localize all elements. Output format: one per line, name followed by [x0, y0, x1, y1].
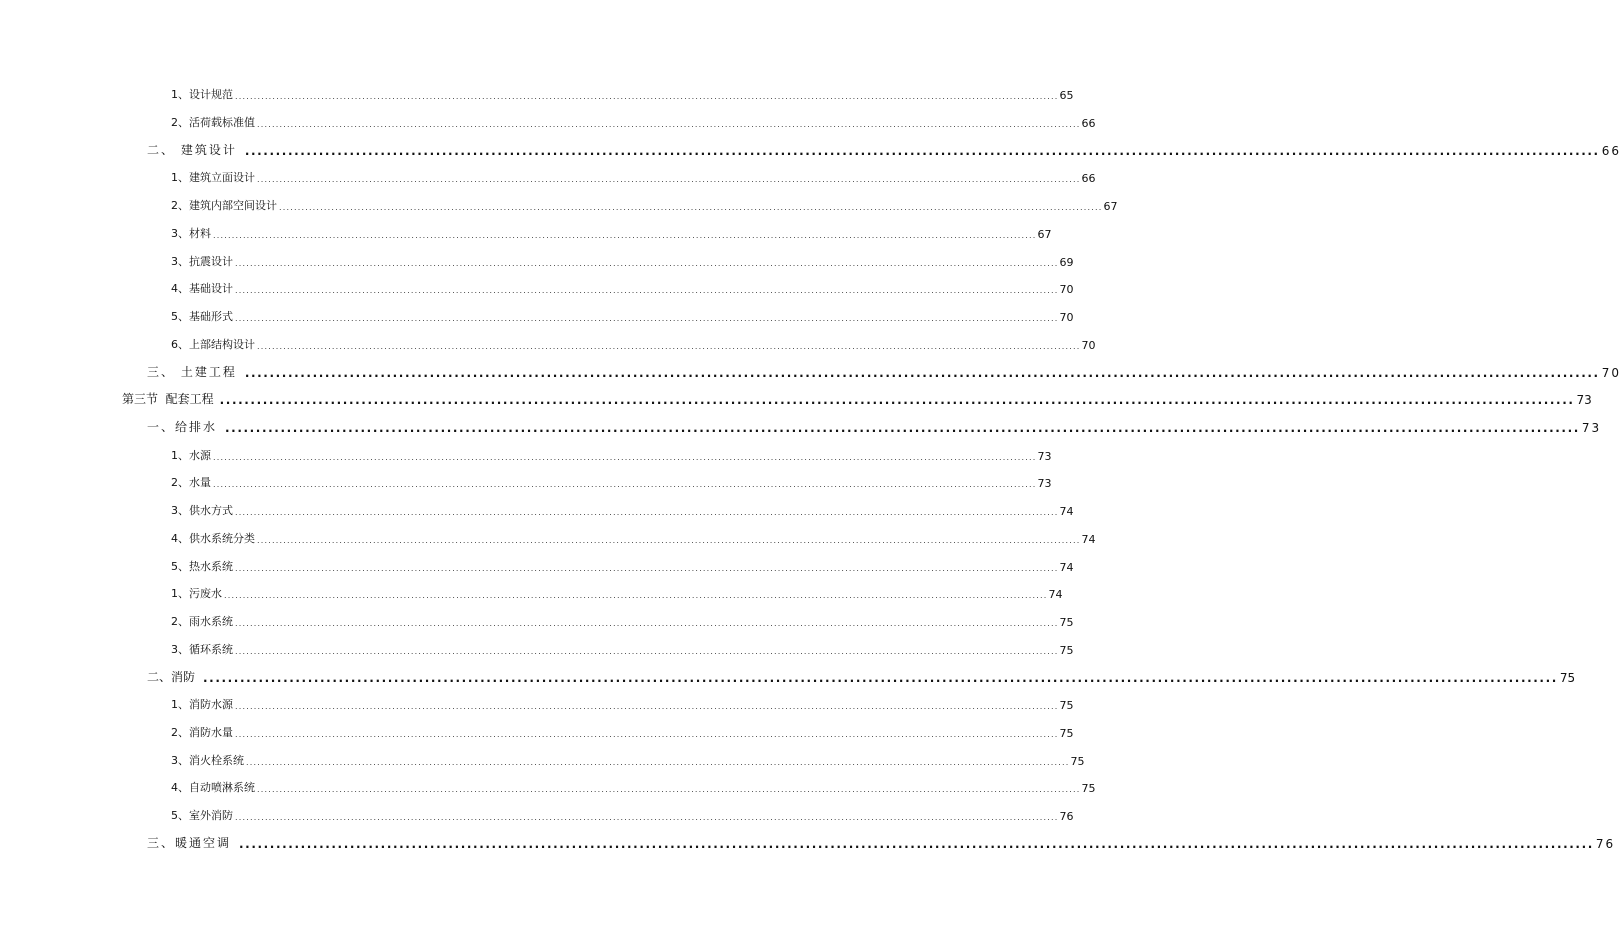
toc-page-number: 76 [1595, 837, 1616, 851]
toc-entry-label: 2、建筑内部空间设计 [171, 199, 277, 212]
toc-page-number: 73 [1581, 421, 1602, 435]
toc-entry-label: 1、污废水 [171, 587, 222, 600]
toc-leader: ............................................................................................................................................................................................................................ [219, 393, 1575, 407]
toc-entry[interactable] [171, 86, 1074, 102]
toc-entry[interactable] [171, 169, 1096, 185]
toc-entry-label: 二、消防 [147, 670, 196, 684]
toc-page-number: 75 [1059, 644, 1074, 657]
toc-entry[interactable] [147, 669, 1576, 685]
toc-leader: ............................................................................................................................................................................................................................ [235, 647, 1059, 656]
toc-entry[interactable] [171, 530, 1096, 546]
toc-leader: ............................................................................................................................................................................................................................ [213, 480, 1037, 489]
toc-leader: ............................................................................................................................................................................................................................ [235, 508, 1059, 517]
toc-page-number: 73 [1576, 393, 1592, 407]
toc-page-number: 70 [1059, 283, 1074, 296]
toc-page-number: 74 [1059, 561, 1074, 574]
toc-leader: ............................................................................................................................................................................................................................ [257, 342, 1081, 351]
toc-entry[interactable] [171, 613, 1074, 629]
toc-entry-label: 1、消防水源 [171, 698, 233, 711]
toc-leader: ............................................................................................................................................................................................................................ [235, 564, 1059, 573]
toc-page-number: 75 [1059, 616, 1074, 629]
toc-leader: ............................................................................................................................................................................................................................ [239, 837, 1594, 851]
toc-page-number: 66 [1601, 144, 1621, 158]
toc-leader: ............................................................................................................................................................................................................................ [244, 144, 1600, 158]
toc-entry-label: 3、供水方式 [171, 504, 233, 517]
toc-leader: ............................................................................................................................................................................................................................ [235, 259, 1059, 268]
toc-page-number: 75 [1559, 671, 1576, 685]
toc-page-number: 73 [1037, 450, 1052, 463]
toc-leader: ............................................................................................................................................................................................................................ [235, 730, 1059, 739]
toc-entry[interactable] [171, 585, 1063, 601]
toc-entry-label: 一、给排水 [147, 420, 218, 434]
toc-entry[interactable] [171, 308, 1074, 324]
toc-page-number: 75 [1070, 755, 1085, 768]
toc-entry[interactable] [171, 502, 1074, 518]
toc-entry-label: 三、暖通空调 [147, 836, 232, 850]
toc-entry[interactable] [122, 391, 1592, 407]
toc-entry[interactable] [171, 779, 1096, 795]
toc-page-number: 75 [1059, 727, 1074, 740]
toc-entry[interactable] [171, 724, 1074, 740]
toc-page-number: 65 [1059, 89, 1074, 102]
toc-entry-label: 1、设计规范 [171, 88, 233, 101]
toc-page-number: 67 [1103, 200, 1118, 213]
toc-entry[interactable] [171, 253, 1074, 269]
toc-entry[interactable] [147, 419, 1602, 435]
toc-page-number: 67 [1037, 228, 1052, 241]
toc-leader: ............................................................................................................................................................................................................................ [257, 536, 1081, 545]
toc-leader: ............................................................................................................................................................................................................................ [246, 758, 1070, 767]
toc-entry[interactable] [171, 807, 1074, 823]
toc-entry-label: 3、消火栓系统 [171, 754, 244, 767]
toc-entry[interactable] [147, 835, 1616, 851]
toc-entry-label: 5、热水系统 [171, 560, 233, 573]
toc-entry-label: 第三节 配套工程 [122, 392, 214, 406]
toc-entry-label: 3、材料 [171, 227, 211, 240]
toc-entry[interactable] [171, 280, 1074, 296]
toc-page-number: 75 [1059, 699, 1074, 712]
toc-leader: ............................................................................................................................................................................................................................ [224, 591, 1048, 600]
toc-entry-label: 二、 建筑设计 [147, 143, 237, 157]
toc-entry-label: 2、活荷载标准值 [171, 116, 255, 129]
toc-page-number: 70 [1081, 339, 1096, 352]
toc-leader: ............................................................................................................................................................................................................................ [213, 453, 1037, 462]
toc-entry[interactable] [147, 142, 1621, 158]
toc-leader: ............................................................................................................................................................................................................................ [203, 671, 1558, 685]
toc-entry[interactable] [171, 641, 1074, 657]
toc-entry[interactable] [171, 696, 1074, 712]
toc-entry[interactable] [171, 197, 1118, 213]
toc-entry-label: 3、循环系统 [171, 643, 233, 656]
toc-leader: ............................................................................................................................................................................................................................ [257, 785, 1081, 794]
toc-page-number: 66 [1081, 117, 1096, 130]
toc-page-number: 76 [1059, 810, 1074, 823]
toc-leader: ............................................................................................................................................................................................................................ [244, 366, 1600, 380]
toc-page-number: 66 [1081, 172, 1096, 185]
toc-leader: ............................................................................................................................................................................................................................ [257, 120, 1081, 129]
toc-leader: ............................................................................................................................................................................................................................ [235, 286, 1059, 295]
toc-leader: ............................................................................................................................................................................................................................ [235, 314, 1059, 323]
toc-page-number: 70 [1059, 311, 1074, 324]
toc-entry[interactable] [171, 336, 1096, 352]
toc-entry-label: 5、基础形式 [171, 310, 233, 323]
toc-entry-label: 2、水量 [171, 476, 211, 489]
toc-entry-label: 2、雨水系统 [171, 615, 233, 628]
toc-entry-label: 3、抗震设计 [171, 255, 233, 268]
toc-page-number: 74 [1081, 533, 1096, 546]
toc-entry[interactable] [171, 447, 1052, 463]
toc-page-number: 74 [1048, 588, 1063, 601]
toc-entry-label: 三、 土建工程 [147, 365, 237, 379]
toc-entry-label: 1、建筑立面设计 [171, 171, 255, 184]
toc-entry-label: 1、水源 [171, 449, 211, 462]
toc-leader: ............................................................................................................................................................................................................................ [235, 813, 1059, 822]
toc-entry-label: 4、供水系统分类 [171, 532, 255, 545]
toc-page-number: 69 [1059, 256, 1074, 269]
toc-entry[interactable] [171, 558, 1074, 574]
toc-leader: ............................................................................................................................................................................................................................ [257, 175, 1081, 184]
toc-page-number: 73 [1037, 477, 1052, 490]
toc-entry-label: 4、基础设计 [171, 282, 233, 295]
toc-entry-label: 2、消防水量 [171, 726, 233, 739]
toc-leader: ............................................................................................................................................................................................................................ [235, 92, 1059, 101]
toc-entry-label: 6、上部结构设计 [171, 338, 255, 351]
toc-leader: ............................................................................................................................................................................................................................ [225, 421, 1580, 435]
toc-page-number: 70 [1601, 366, 1621, 380]
toc-entry[interactable] [171, 474, 1052, 490]
toc-page-number: 74 [1059, 505, 1074, 518]
toc-entry[interactable] [147, 364, 1621, 380]
toc-entry-label: 5、室外消防 [171, 809, 233, 822]
toc-page-number: 75 [1081, 782, 1096, 795]
toc-leader: ............................................................................................................................................................................................................................ [279, 203, 1103, 212]
toc-leader: ............................................................................................................................................................................................................................ [235, 619, 1059, 628]
toc-entry-label: 4、自动喷淋系统 [171, 781, 255, 794]
toc-entry[interactable] [171, 114, 1096, 130]
toc-entry[interactable] [171, 225, 1052, 241]
toc-leader: ............................................................................................................................................................................................................................ [213, 231, 1037, 240]
toc-entry[interactable] [171, 752, 1085, 768]
toc-leader: ............................................................................................................................................................................................................................ [235, 702, 1059, 711]
